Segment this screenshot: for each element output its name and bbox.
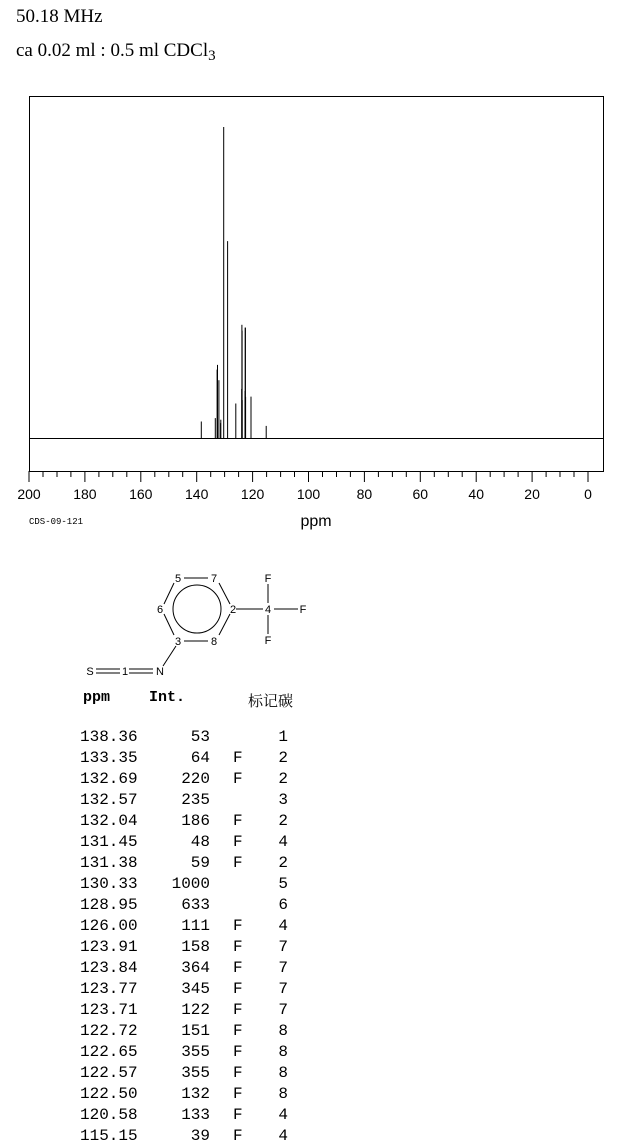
aromatic-ring-circle (173, 585, 221, 633)
cell-int: 53 (190, 728, 210, 746)
cell-flag: F (233, 1043, 243, 1061)
cell-flag: F (233, 917, 243, 935)
cell-ppm: 122.72 (80, 1022, 138, 1040)
x-tick-label: 40 (468, 486, 484, 502)
x-axis-label: ppm (300, 513, 332, 530)
peaks-group (201, 127, 266, 438)
table-row (80, 833, 310, 854)
table-header-ppm: ppm (83, 689, 111, 706)
cell-flag: F (233, 1022, 243, 1040)
plot-frame (30, 97, 604, 472)
cell-flag: F (233, 854, 243, 872)
cell-carbon: 8 (278, 1085, 288, 1103)
atom-label-n: N (156, 666, 164, 678)
x-axis-tick-labels (17, 486, 592, 502)
cell-carbon: 4 (278, 917, 288, 935)
x-tick-label: 140 (185, 486, 209, 502)
x-tick-label: 120 (240, 486, 265, 502)
cell-flag: F (233, 1127, 243, 1145)
cell-ppm: 122.65 (80, 1043, 138, 1061)
x-tick-label: 180 (73, 486, 97, 502)
cell-int: 235 (181, 791, 210, 809)
cell-int: 345 (181, 980, 210, 998)
cell-ppm: 123.77 (80, 980, 138, 998)
cell-carbon: 6 (278, 896, 288, 914)
cell-ppm: 132.69 (80, 770, 138, 788)
cell-flag: F (233, 980, 243, 998)
cell-carbon: 7 (278, 1001, 288, 1019)
bond-3-6 (164, 614, 174, 635)
cell-ppm: 130.33 (80, 875, 138, 893)
cell-int: 1000 (171, 875, 210, 893)
cell-carbon: 8 (278, 1064, 288, 1082)
table-row (80, 1127, 310, 1148)
x-tick-label: 60 (412, 486, 429, 502)
table-row (80, 1085, 310, 1106)
cell-flag: F (233, 812, 243, 830)
x-axis-ticks (29, 471, 588, 482)
atom-label-f-right: F (299, 604, 307, 616)
cell-ppm: 131.38 (80, 854, 138, 872)
cell-carbon: 1 (278, 728, 288, 746)
cell-ppm: 131.45 (80, 833, 138, 851)
table-row (80, 938, 310, 959)
cell-ppm: 138.36 (80, 728, 138, 746)
cell-int: 364 (181, 959, 210, 977)
bond-7-2 (219, 583, 230, 604)
cell-ppm: 122.57 (80, 1064, 138, 1082)
cell-int: 186 (181, 812, 210, 830)
cell-int: 355 (181, 1043, 210, 1061)
cell-ppm: 122.50 (80, 1085, 138, 1103)
table-row (80, 980, 310, 1001)
table-row (80, 1001, 310, 1022)
atom-label-5: 5 (174, 573, 182, 585)
cell-carbon: 2 (278, 812, 288, 830)
cell-flag: F (233, 833, 243, 851)
cell-ppm: 123.71 (80, 1001, 138, 1019)
peak-table (80, 728, 310, 1148)
bond-6-5 (164, 583, 174, 604)
cell-carbon: 2 (278, 770, 288, 788)
cell-carbon: 8 (278, 1043, 288, 1061)
cell-int: 39 (190, 1127, 210, 1145)
x-tick-label: 160 (129, 486, 153, 502)
cell-carbon: 7 (278, 938, 288, 956)
atom-label-2: 2 (229, 604, 237, 616)
atom-label-f-bottom: F (264, 635, 272, 647)
cell-ppm: 120.58 (80, 1106, 138, 1124)
table-header-labeled-carbon: 标记碳 (248, 692, 294, 710)
cell-ppm: 133.35 (80, 749, 138, 767)
atom-label-3: 3 (174, 636, 182, 648)
cell-carbon: 2 (278, 854, 288, 872)
cell-ppm: 123.84 (80, 959, 138, 977)
table-row (80, 1043, 310, 1064)
cell-ppm: 132.04 (80, 812, 138, 830)
bond-2-8 (219, 614, 230, 635)
table-row (80, 770, 310, 791)
sample-description-main: ca 0.02 ml : 0.5 ml CDCl (16, 40, 209, 61)
cell-int: 59 (190, 854, 210, 872)
x-tick-label: 80 (356, 486, 373, 502)
table-row (80, 875, 310, 896)
cell-flag: F (233, 938, 243, 956)
cell-ppm: 123.91 (80, 938, 138, 956)
cell-int: 132 (181, 1085, 210, 1103)
table-row (80, 749, 310, 770)
cell-int: 133 (181, 1106, 210, 1124)
cell-int: 633 (181, 896, 210, 914)
atom-label-7: 7 (210, 573, 218, 585)
atom-label-8: 8 (210, 636, 218, 648)
table-row (80, 896, 310, 917)
table-row (80, 959, 310, 980)
cell-int: 111 (181, 917, 210, 935)
cell-int: 122 (181, 1001, 210, 1019)
atom-label-6: 6 (156, 604, 164, 616)
cell-ppm: 128.95 (80, 896, 138, 914)
cell-int: 220 (181, 770, 210, 788)
cell-flag: F (233, 1001, 243, 1019)
cell-flag: F (233, 749, 243, 767)
atom-label-4: 4 (264, 604, 272, 616)
bond-3-n (163, 646, 176, 666)
cell-flag: F (233, 1085, 243, 1103)
cell-carbon: 5 (278, 875, 288, 893)
table-row (80, 917, 310, 938)
cell-carbon: 4 (278, 1106, 288, 1124)
nmr-spectrum-chart (0, 0, 626, 540)
cell-int: 64 (190, 749, 210, 767)
sample-description-subscript: 3 (208, 48, 216, 64)
cell-carbon: 4 (278, 833, 288, 851)
cell-int: 151 (181, 1022, 210, 1040)
cell-int: 48 (190, 833, 210, 851)
table-row (80, 812, 310, 833)
table-row (80, 1022, 310, 1043)
x-tick-label: 0 (584, 486, 592, 502)
atom-label-s: S (86, 666, 94, 678)
cell-flag: F (233, 1106, 243, 1124)
spectrometer-frequency: 50.18 MHz (16, 6, 103, 27)
cell-flag: F (233, 770, 243, 788)
cell-carbon: 7 (278, 959, 288, 977)
table-row (80, 1106, 310, 1127)
cell-ppm: 115.15 (80, 1127, 138, 1145)
cell-flag: F (233, 1064, 243, 1082)
table-row (80, 1064, 310, 1085)
cell-carbon: 7 (278, 980, 288, 998)
table-row (80, 791, 310, 812)
atom-label-f-top: F (264, 573, 272, 585)
table-header-int: Int. (149, 689, 186, 706)
atom-label-1: 1 (121, 666, 129, 678)
catalog-id: CDS-09-121 (29, 517, 84, 527)
cell-carbon: 4 (278, 1127, 288, 1145)
cell-carbon: 2 (278, 749, 288, 767)
x-tick-label: 20 (524, 486, 540, 502)
x-tick-label: 200 (17, 486, 41, 502)
cell-int: 158 (181, 938, 210, 956)
x-tick-label: 100 (296, 486, 321, 502)
cell-ppm: 132.57 (80, 791, 138, 809)
table-row (80, 854, 310, 875)
cell-int: 355 (181, 1064, 210, 1082)
cell-flag: F (233, 959, 243, 977)
cell-carbon: 8 (278, 1022, 288, 1040)
cell-carbon: 3 (278, 791, 288, 809)
table-row (80, 728, 310, 749)
cell-ppm: 126.00 (80, 917, 138, 935)
